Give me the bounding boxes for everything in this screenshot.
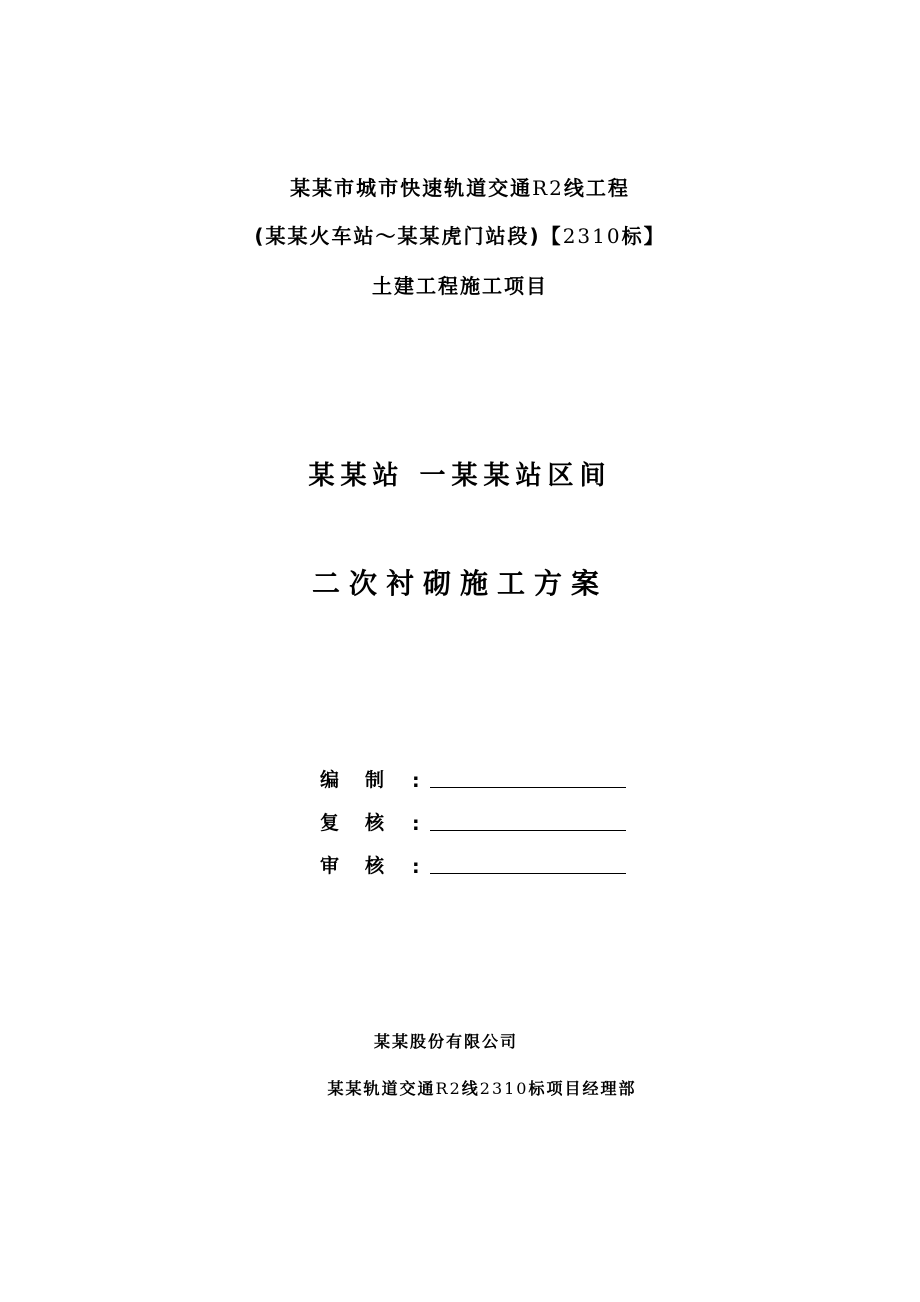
dept-prefix: 某某轨道交通 — [327, 1079, 436, 1098]
signature-row-approve — [320, 848, 626, 878]
section-title: 某某站 一某某站区间 — [308, 461, 612, 491]
dept-tender-number: 2310 — [479, 1079, 529, 1098]
project-department — [22, 1076, 920, 1099]
signature-blank-line — [430, 873, 626, 874]
project-title-line-1 — [0, 172, 920, 201]
dept-suffix: 标项目经理部 — [528, 1079, 637, 1098]
signature-colon: : — [412, 856, 420, 878]
project-title-suffix: 线工程 — [563, 176, 630, 200]
signature-blank-line — [430, 787, 626, 788]
signature-blank-line — [430, 830, 626, 831]
tender-suffix: 标】 — [621, 224, 666, 248]
line-code: R2 — [532, 176, 564, 200]
signature-label: 复核 — [320, 812, 411, 834]
dept-line-code: R2 — [435, 1079, 462, 1098]
dept-line-word: 线 — [461, 1079, 480, 1098]
signature-colon: : — [412, 770, 420, 792]
project-title-line-2 — [0, 220, 920, 249]
project-title-line-3: 土建工程施工项目 — [372, 274, 548, 298]
segment-text: (某某火车站～某某虎门站段)【 — [254, 224, 563, 248]
project-title-text: 某某市城市快速轨道交通 — [290, 176, 533, 200]
signature-label: 编制 — [320, 769, 411, 791]
company-name: 某某股份有限公司 — [373, 1032, 518, 1051]
tender-number: 2310 — [562, 224, 622, 248]
signature-row-recheck — [320, 805, 626, 835]
plan-title: 二次衬砌施工方案 — [311, 567, 608, 600]
signature-label: 审核 — [320, 855, 411, 877]
signature-colon: : — [412, 813, 420, 835]
signature-row-compile — [320, 762, 626, 792]
